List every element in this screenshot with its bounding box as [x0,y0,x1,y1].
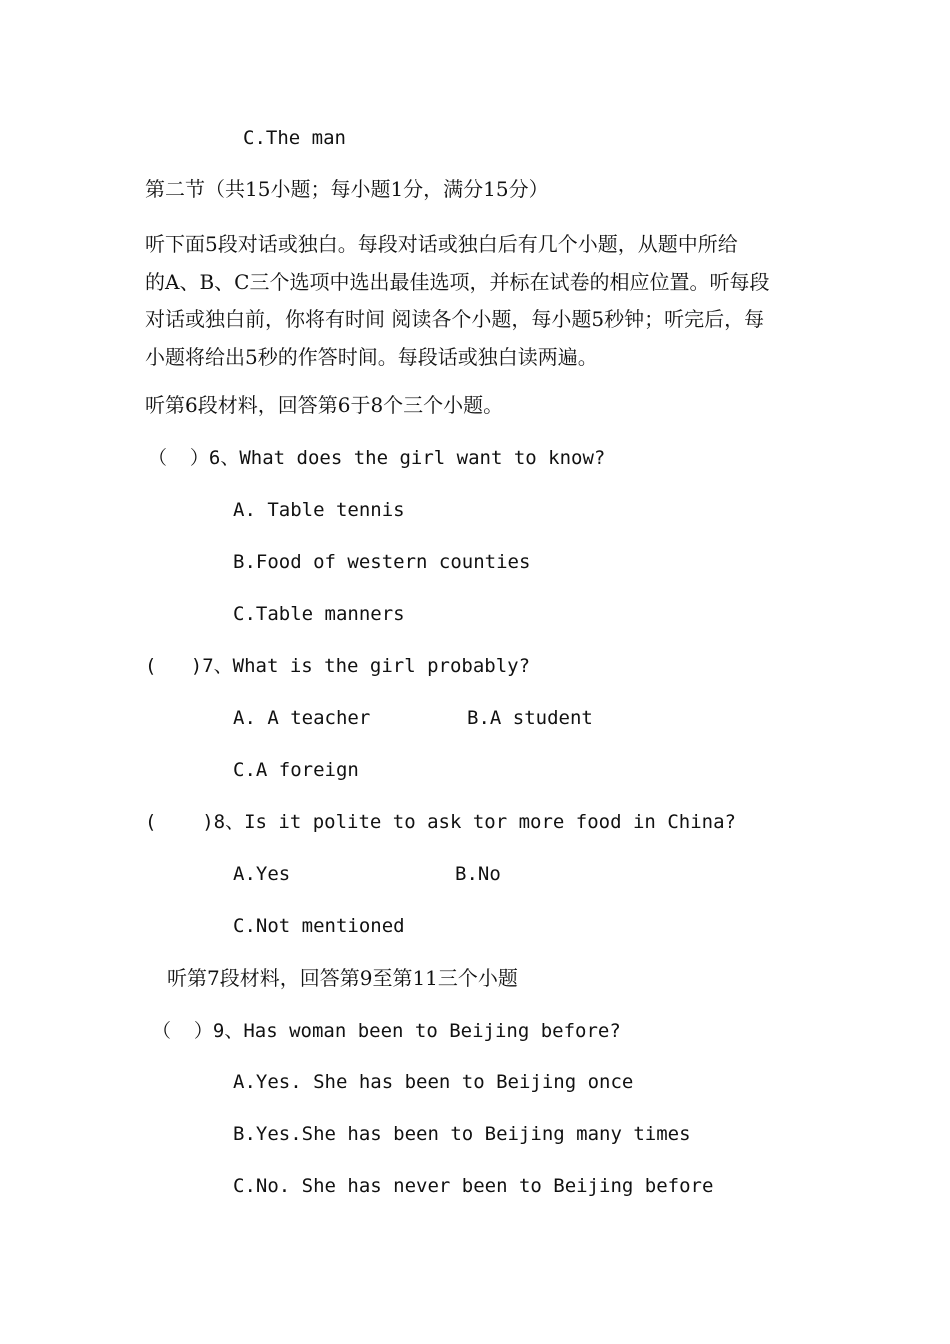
question-9: （ ）9、Has woman been to Beijing before? [152,1020,621,1042]
q6-option-a: A. Table tennis [233,499,405,521]
q9-option-c: C.No. She has never been to Beijing before [233,1175,714,1197]
q7-option-a: A. A teacher [233,707,371,729]
instructions-line: 的A、B、C三个选项中选出最佳选项，并标在试卷的相应位置。听每段 [145,269,770,294]
q9-option-b: B.Yes.She has been to Beijing many times [233,1123,691,1145]
question-8: ( )8、Is it polite to ask tor more food in China? [145,811,736,833]
q6-option-b: B.Food of western counties [233,551,531,573]
q8-option-b: B.No [455,863,501,885]
instructions-line: 对话或独白前，你将有时间 阅读各个小题，每小题5秒钟；听完后，每 [145,307,765,331]
question-6: （ ）6、What does the girl want to know? [148,447,606,469]
material7-heading: 听第7段材料，回答第9至第11三个小题 [167,966,518,990]
section2-heading: 第二节（共15小题；每小题1分，满分15分） [145,177,549,201]
q5-option-c: C.The man [243,127,346,149]
q6-option-c: C.Table manners [233,603,405,625]
q8-option-c: C.Not mentioned [233,915,405,937]
instructions-line: 听下面5段对话或独白。每段对话或独白后有几个小题，从题中所给 [145,232,738,256]
instructions-line: 小题将给出5秒的作答时间。每段话或独白读两遍。 [145,344,598,369]
q9-option-a: A.Yes. She has been to Beijing once [233,1071,634,1093]
instructions-paragraph [145,226,810,376]
material6-heading: 听第6段材料，回答第6于8个三个小题。 [145,393,504,417]
q7-option-b: B.A student [467,707,593,729]
question-7: ( )7、What is the girl probably? [145,655,531,677]
q8-option-a: A.Yes [233,863,291,885]
q7-option-c: C.A foreign [233,759,359,781]
